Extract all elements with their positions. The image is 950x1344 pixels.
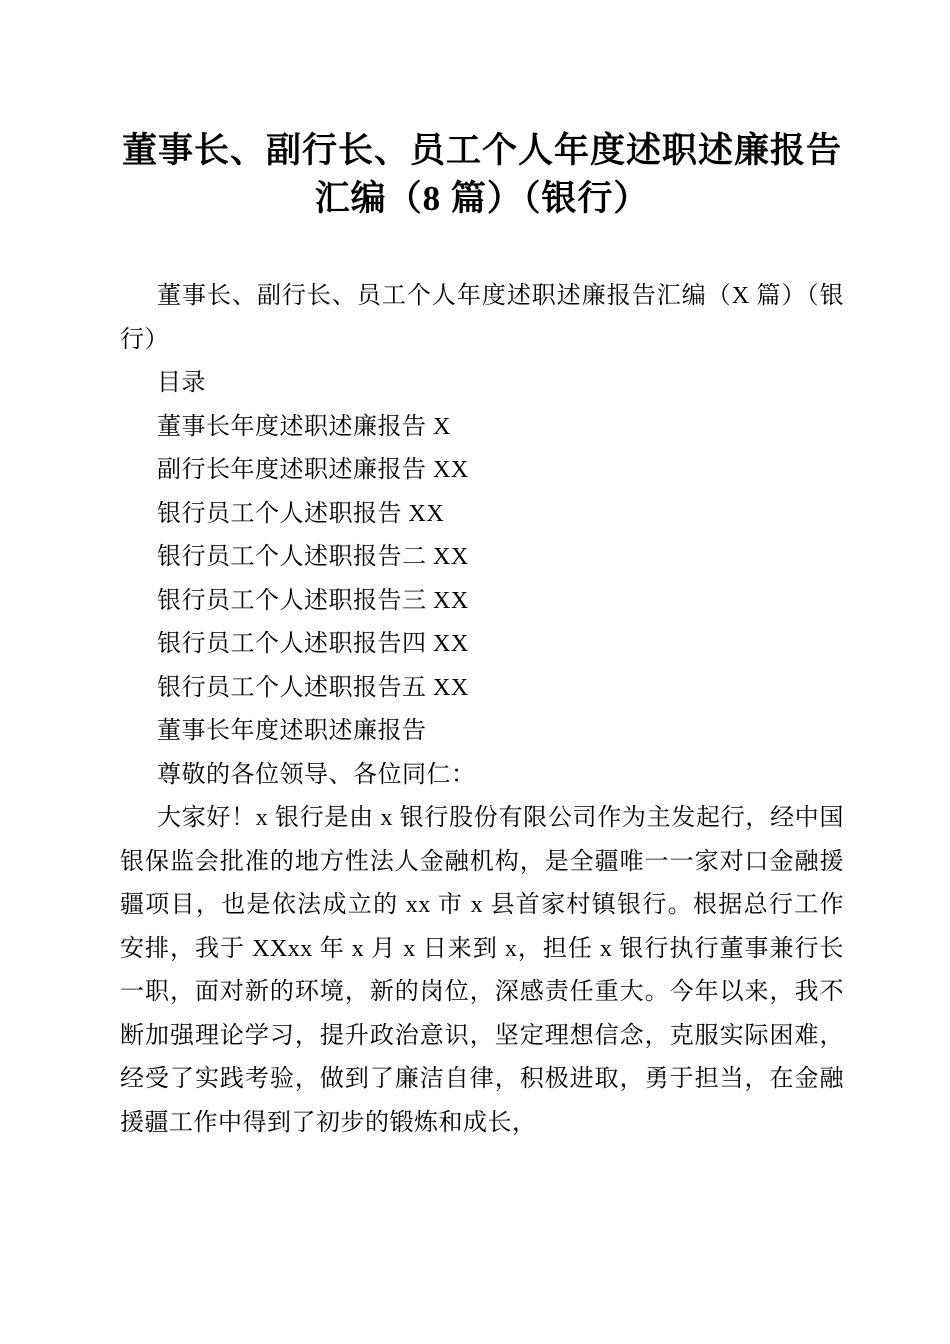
toc-entry-2: 副行长年度述职述廉报告 XX (157, 457, 469, 483)
section-heading: 董事长年度述职述廉报告 (157, 718, 427, 744)
salutation: 尊敬的各位领导、各位同仁： (157, 761, 476, 788)
toc-entry-6: 银行员工个人述职报告四 XX (157, 631, 469, 657)
toc-entry-7: 银行员工个人述职报告五 XX (157, 674, 469, 701)
toc-entry-1: 董事长年度述职述廉报告 X (157, 413, 451, 440)
doc-subtitle-paragraph: 董事长、副行长、员工个人年度述职述廉报告汇编（X 篇）（银行） (120, 283, 844, 353)
toc-entry-4: 银行员工个人述职报告二 XX (157, 544, 469, 570)
body-paragraph: 大家好！x 银行是由 x 银行股份有限公司作为主发起行，经中国银保监会批准的地方性法人金融机构，是全疆唯一一家对口金融援疆项目，也是依法成立的 xx 市 x 县首家村镇银行。根据总行工作安排，我于 XXxx 年 x 月 x 日来到 x，担任 x 银行执行董事兼行长一职，面对新的环境，新的岗位，深感责任重大。今年以来，我不断加强理论学习，提升政治意识，坚定理想信念，克服实际困难，经受了实践考验，做到了廉洁自律，积极进取，勇于担当，在金融援疆工作中得到了初步的锻炼和成长， (120, 805, 844, 1136)
page-title-line-2: 汇编（8 篇）（银行） (314, 179, 650, 218)
toc-entry-3: 银行员工个人述职报告 XX (157, 500, 445, 527)
toc-heading: 目录 (157, 370, 206, 396)
toc-entry-5: 银行员工个人述职报告三 XX (157, 587, 469, 614)
page-title (120, 127, 844, 223)
page-title-line-1: 董事长、副行长、员工个人年度述职述廉报告 (121, 131, 842, 170)
